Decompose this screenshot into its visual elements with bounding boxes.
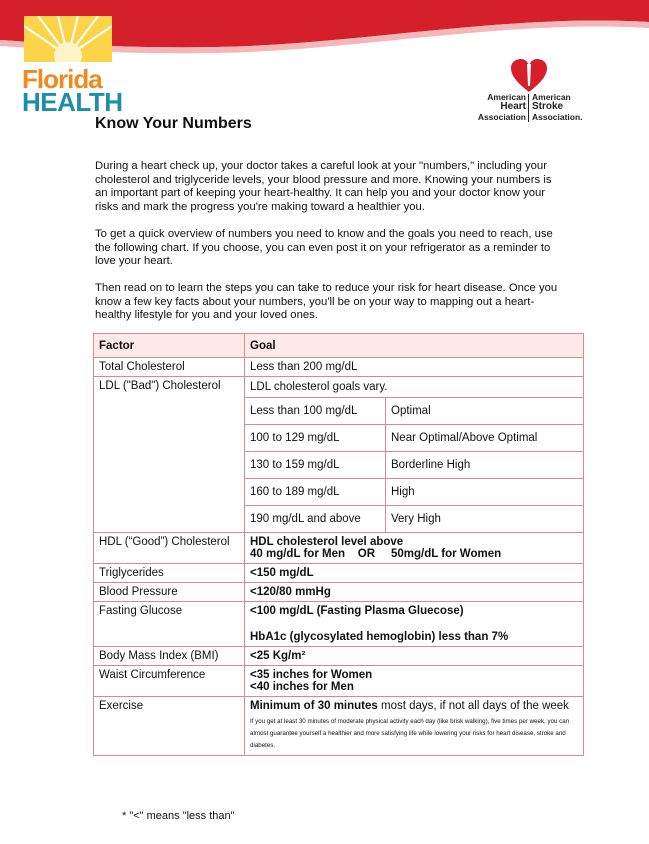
- ldl-label: Near Optimal/Above Optimal: [386, 425, 584, 452]
- logo-word-health: HEALTH: [22, 87, 123, 117]
- waist-line-1: <35 inches for Women: [250, 669, 373, 681]
- ldl-level-row: [245, 479, 583, 506]
- exercise-goal-cell: [245, 697, 584, 756]
- ldl-label: Very High: [386, 506, 584, 533]
- ldl-label: Optimal: [386, 398, 584, 425]
- ldl-range: 190 mg/dL and above: [245, 506, 386, 533]
- table-row: [94, 666, 584, 697]
- table-row: [94, 564, 584, 583]
- ldl-range: 160 to 189 mg/dL: [245, 479, 386, 506]
- asa-line-3: Association.: [532, 112, 583, 122]
- factor-cell: Body Mass Index (BMI): [94, 647, 245, 666]
- waist-goal-cell: [245, 666, 584, 697]
- ldl-label: Borderline High: [386, 452, 584, 479]
- chart-paragraph: To get a quick overview of numbers you need to know and the goals you need to reach, use the following chart. If you choose, you can even post it on your refrigerator as a reminder to love your heart.: [95, 228, 553, 267]
- glucose-line-1: <100 mg/dL (Fasting Plasma Gluecose): [250, 605, 464, 617]
- header-goal: Goal: [245, 334, 584, 358]
- table-row: [94, 583, 584, 602]
- numbers-table: [93, 333, 584, 756]
- ldl-range: 130 to 159 mg/dL: [245, 452, 386, 479]
- factor-cell: HDL (“Good”) Cholesterol: [94, 533, 245, 564]
- hdl-goal-cell: [245, 533, 584, 564]
- exercise-goal-rest: most days, if not all days of the week: [377, 700, 569, 712]
- table-row: [94, 358, 584, 377]
- table-header-row: [94, 334, 584, 358]
- asa-line-1: American: [532, 92, 571, 102]
- table-row: [94, 647, 584, 666]
- hdl-line-1: HDL cholesterol level above: [250, 536, 404, 548]
- factor-cell: Blood Pressure: [94, 583, 245, 602]
- page-title: Know Your Numbers: [95, 115, 252, 132]
- factor-cell: Waist Circumference: [94, 666, 245, 697]
- exercise-goal-bold: Minimum of 30 minutes: [250, 700, 378, 712]
- table-row: [94, 602, 584, 647]
- factor-cell: Total Cholesterol: [94, 358, 245, 377]
- asa-line-2: Stroke: [532, 101, 564, 112]
- exercise-fine-print: If you get at least 30 minutes of moderate physical activity each day (like brisk walking), five times per week, you can almost guarantee yourself a healthier and more satisfying life while lowering your risks for heart disease, stroke and diabetes.: [250, 718, 570, 749]
- header-factor: Factor: [94, 334, 245, 358]
- ldl-range: Less than 100 mg/dL: [245, 398, 386, 425]
- intro-paragraph: During a heart check up, your doctor takes a careful look at your "numbers," including your cholesterol and triglyceride levels, your blood pressure and more. Knowing your numbers is an important part of keeping your heart-healthy. It can help you and your doctor know your risks and mark the progress you're making toward a healthier you.: [95, 160, 552, 213]
- logo-divider: [528, 94, 529, 122]
- aha-line-2: Heart: [500, 101, 526, 112]
- goal-cell: Less than 200 mg/dL: [245, 358, 584, 377]
- florida-health-logo: [22, 16, 123, 117]
- table-row: [94, 377, 584, 533]
- aha-line-1: American: [487, 92, 526, 102]
- footnote: * "<" means "less than": [122, 810, 235, 822]
- waist-line-2: <40 inches for Men: [250, 681, 354, 693]
- ldl-note: LDL cholesterol goals vary.: [245, 377, 583, 398]
- heart-torch-icon: [510, 58, 548, 94]
- table-row: [94, 697, 584, 756]
- glucose-line-2: HbA1c (glycosylated hemoglobin) less than 7%: [250, 631, 509, 643]
- goal-cell: <120/80 mmHg: [245, 583, 584, 602]
- ldl-levels-table: [245, 398, 583, 532]
- ldl-label: High: [386, 479, 584, 506]
- ldl-level-row: [245, 398, 583, 425]
- exercise-goal: [250, 700, 578, 712]
- factor-cell: Exercise: [94, 697, 245, 756]
- ldl-level-row: [245, 506, 583, 533]
- aha-line-3: Association: [477, 112, 526, 122]
- goal-cell: <150 mg/dL: [245, 564, 584, 583]
- factor-cell: Triglycerides: [94, 564, 245, 583]
- steps-paragraph: Then read on to learn the steps you can take to reduce your risk for heart disease. Once you know a few key facts about your numbers, you'll be on your way to mapping out a heart-healthy lifestyle for you and your loved ones.: [95, 282, 558, 321]
- glucose-goal-cell: [245, 602, 584, 647]
- logo-word-florida: Florida: [22, 64, 102, 94]
- aha-asa-logo: [462, 58, 602, 124]
- factor-cell: LDL ("Bad") Cholesterol: [94, 377, 245, 533]
- factor-cell: Fasting Glucose: [94, 602, 245, 647]
- ldl-level-row: [245, 425, 583, 452]
- goal-cell: <25 Kg/m²: [245, 647, 584, 666]
- hdl-line-2: 40 mg/dL for Men OR 50mg/dL for Women: [250, 548, 502, 560]
- table-row: [94, 533, 584, 564]
- ldl-range: 100 to 129 mg/dL: [245, 425, 386, 452]
- ldl-level-row: [245, 452, 583, 479]
- ldl-goal-cell: [245, 377, 584, 533]
